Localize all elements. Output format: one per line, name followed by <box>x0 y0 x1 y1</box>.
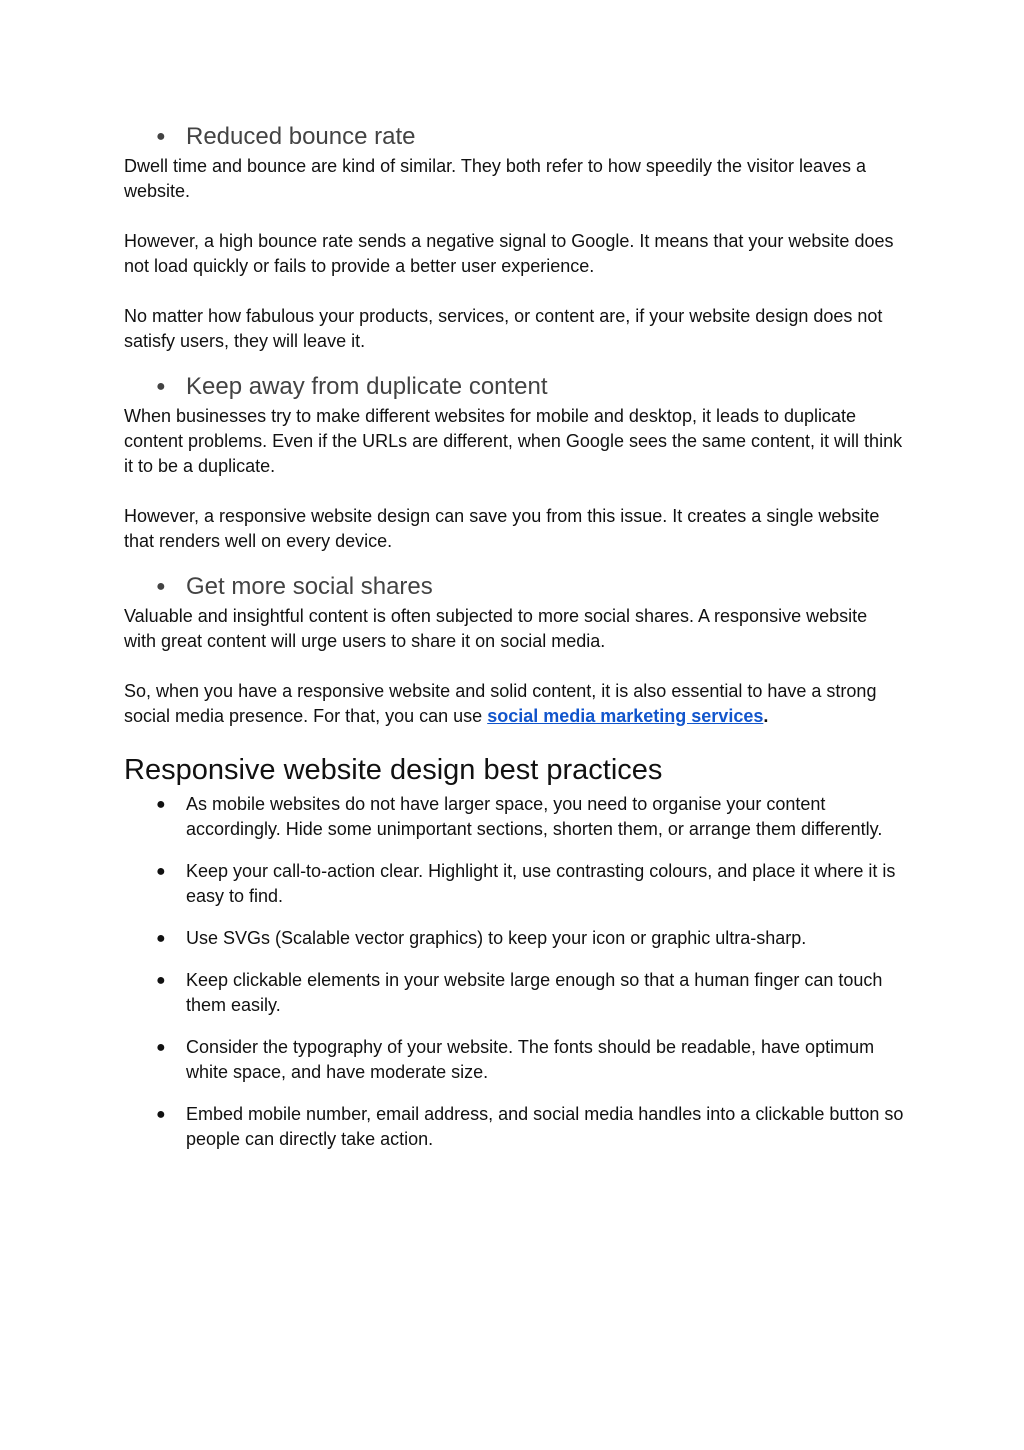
list-item-text: Use SVGs (Scalable vector graphics) to keep your icon or graphic ultra-sharp. <box>186 928 807 948</box>
paragraph: When businesses try to make different websites for mobile and desktop, it leads to duplicate content problems. Even if the URLs are different, when Google sees the same content, it will think it to be a duplicate. <box>124 406 903 476</box>
paragraph-with-link <box>124 679 904 729</box>
paragraph: However, a high bounce rate sends a negative signal to Google. It means that your website does not load quickly or fails to provide a better user experience. <box>124 231 894 276</box>
paragraph: Valuable and insightful content is often subjected to more social shares. A responsive website with great content will urge users to share it on social media. <box>124 606 868 651</box>
subheading-duplicate-content <box>124 370 904 404</box>
subheading-social-shares <box>124 570 904 604</box>
subheading-text: Get more social shares <box>186 573 433 600</box>
list-item-text: Keep clickable elements in your website large enough so that a human finger can touch them easily. <box>186 970 883 1015</box>
list-item-text: Consider the typography of your website. The fonts should be readable, have optimum white space, and have moderate size. <box>186 1037 875 1082</box>
paragraph: However, a responsive website design can save you from this issue. It creates a single website that renders well on every device. <box>124 506 880 551</box>
subheading-reduced-bounce-rate <box>124 120 904 154</box>
bullet-icon: ● <box>156 796 166 813</box>
bullet-icon: ● <box>156 863 166 880</box>
subheading-text: Keep away from duplicate content <box>186 373 548 400</box>
bullet-icon: ● <box>156 972 166 989</box>
subheading-text: Reduced bounce rate <box>186 123 416 150</box>
list-item <box>124 792 904 842</box>
list-item-text: Embed mobile number, email address, and social media handles into a clickable button so people can directly take action. <box>186 1104 904 1149</box>
document-content <box>124 120 904 1169</box>
paragraph-end-period: . <box>763 706 769 726</box>
bullet-icon: ● <box>156 930 166 947</box>
list-item-text: Keep your call-to-action clear. Highlight it, use contrasting colours, and place it where it is easy to find. <box>186 861 896 906</box>
bullet-icon: ● <box>156 1039 166 1056</box>
list-item <box>124 1102 904 1152</box>
list-item-text: As mobile websites do not have larger space, you need to organise your content accordingly. Hide some unimportant sections, shorten them, or arrange them differently. <box>186 794 883 839</box>
paragraph: Dwell time and bounce are kind of similar. They both refer to how speedily the visitor leaves a website. <box>124 156 867 201</box>
bullet-icon: ● <box>156 128 166 145</box>
bullet-icon: ● <box>156 378 166 395</box>
list-item <box>124 926 904 951</box>
list-item <box>124 1035 904 1085</box>
best-practices-list <box>124 792 904 1152</box>
paragraph-text: So, when you have a responsive website and solid content, it is also essential to have a strong social media presence. For that, you can use <box>124 681 877 726</box>
bullet-icon: ● <box>156 578 166 595</box>
list-item <box>124 859 904 909</box>
paragraph: No matter how fabulous your products, services, or content are, if your website design does not satisfy users, they will leave it. <box>124 306 883 351</box>
best-practices-heading: Responsive website design best practices <box>124 754 663 786</box>
bullet-icon: ● <box>156 1106 166 1123</box>
social-media-marketing-link[interactable]: social media marketing services <box>487 706 764 726</box>
list-item <box>124 968 904 1018</box>
